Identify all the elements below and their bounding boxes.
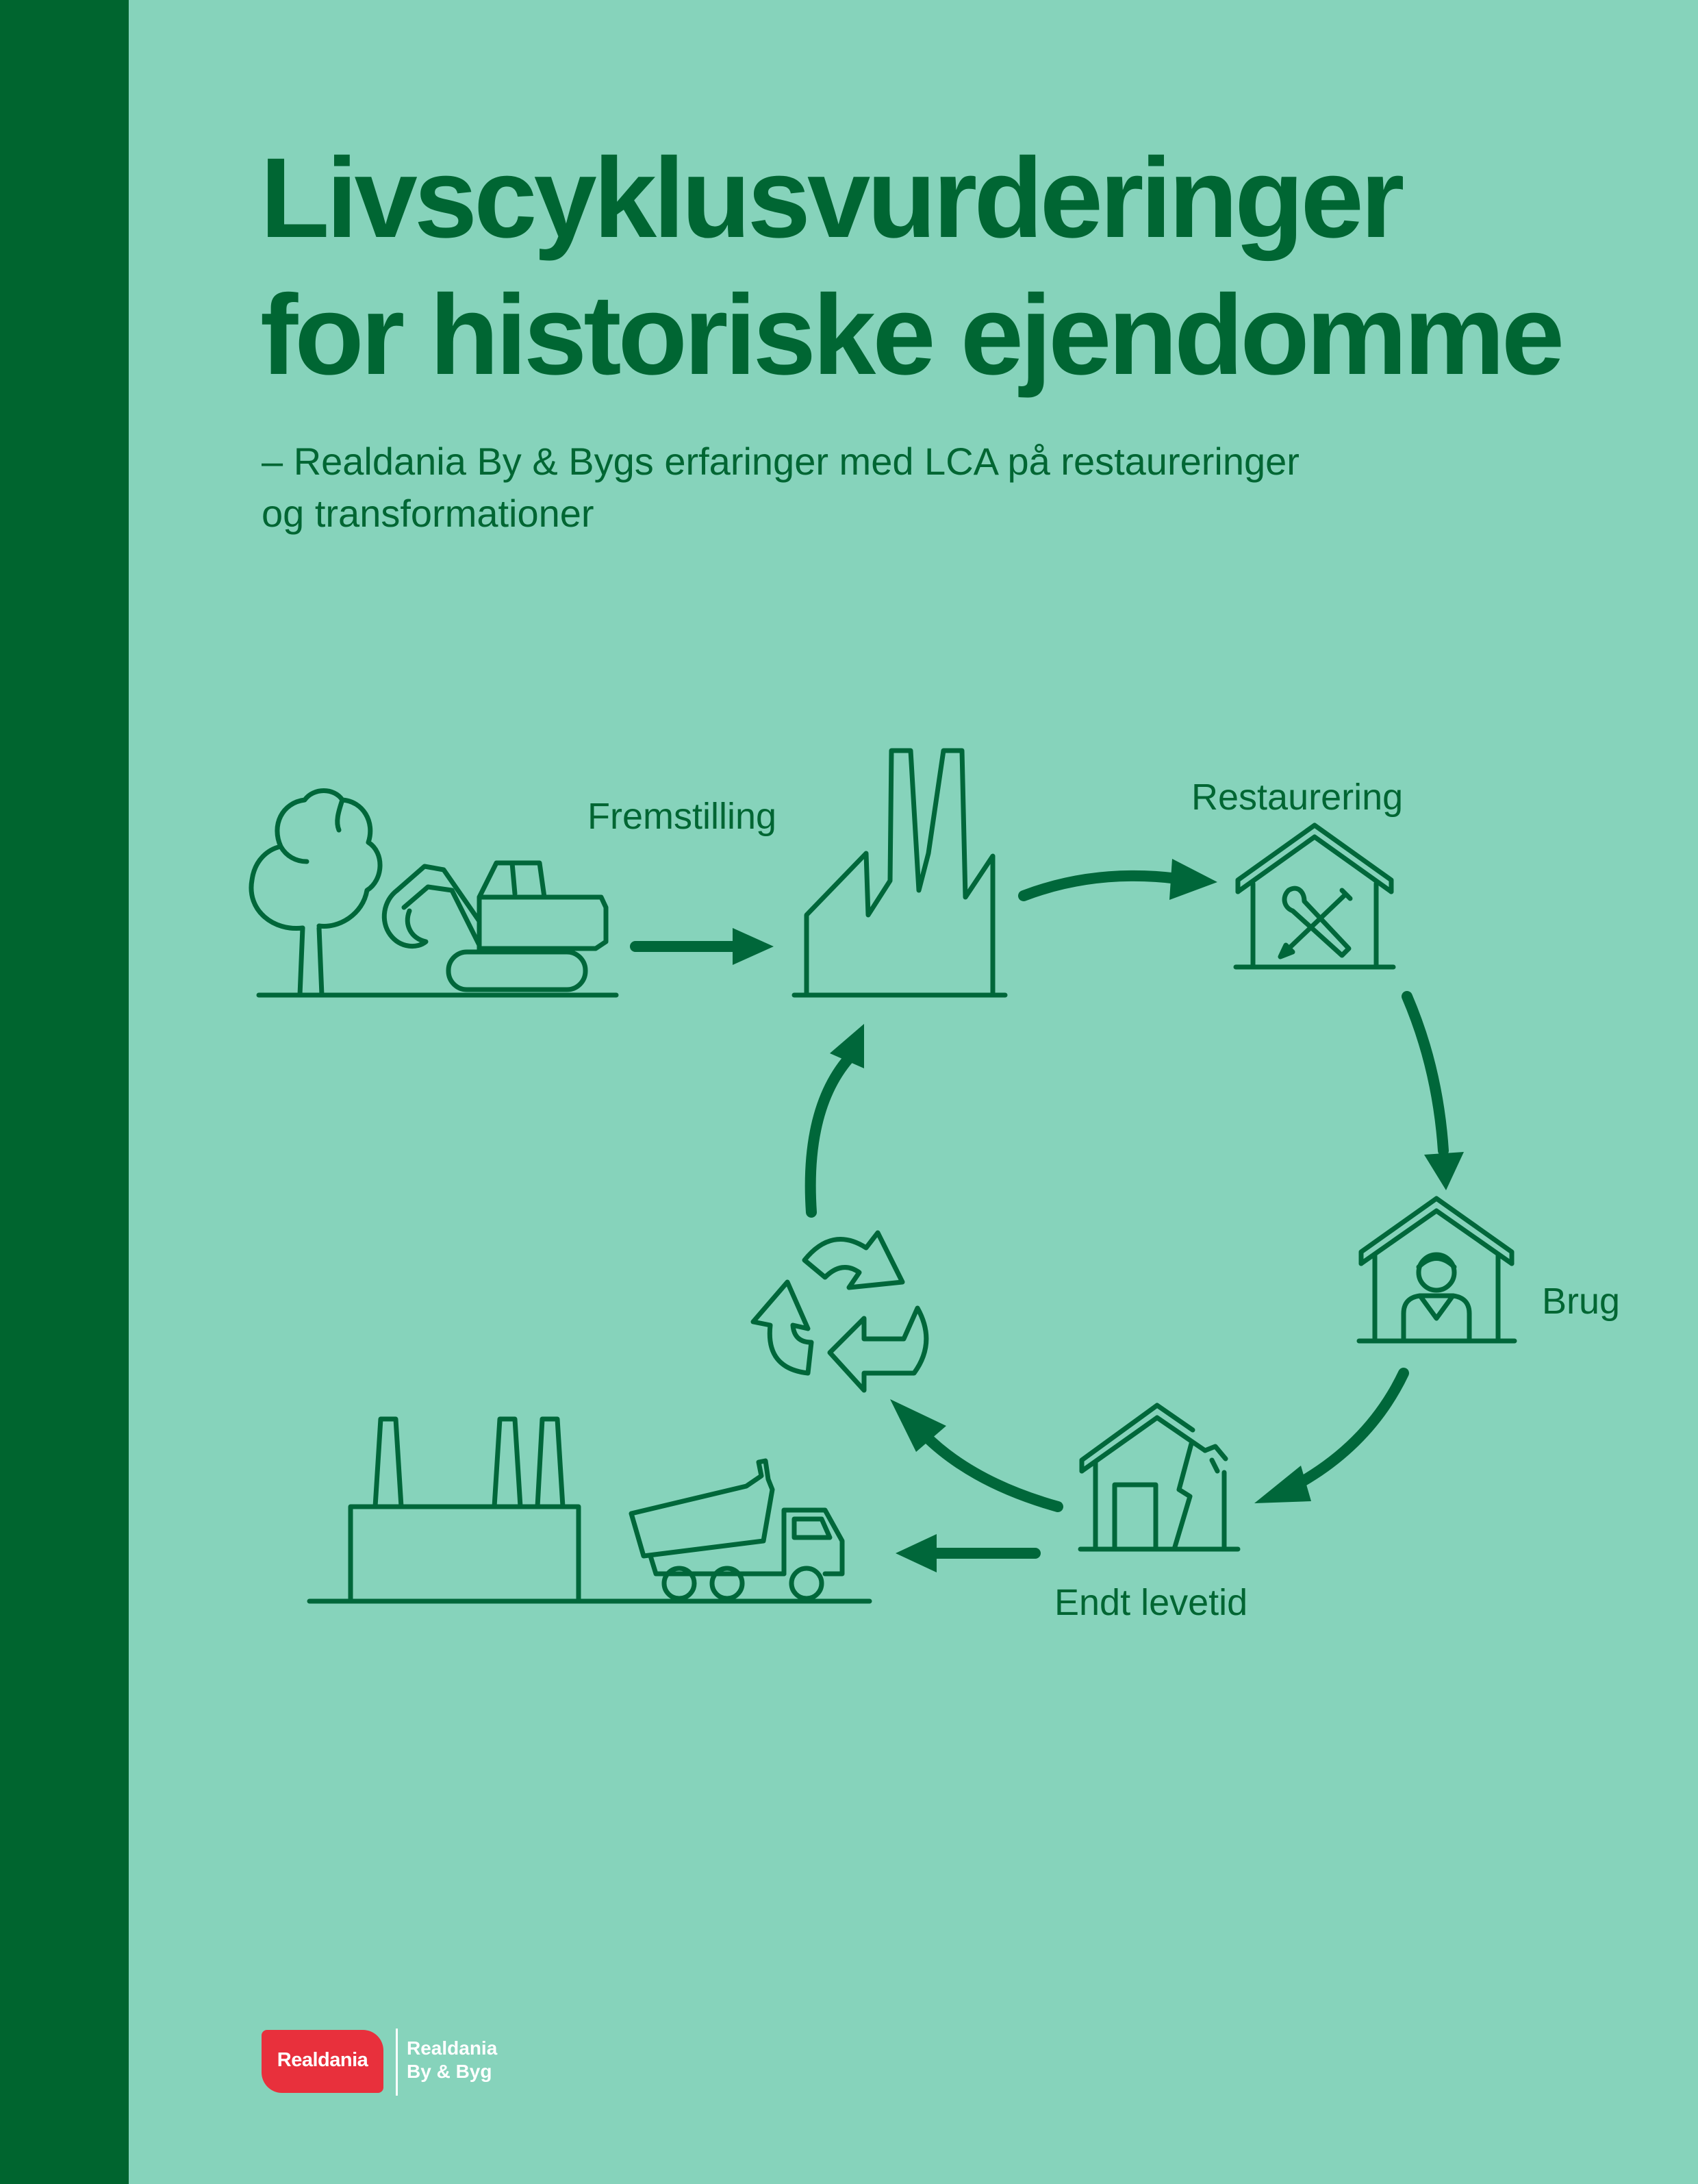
label-production: Fremstilling (587, 796, 777, 837)
arrow-to-restoration-head (1169, 859, 1217, 900)
logo-brand: Realdania (277, 2049, 368, 2071)
raw-materials-icon (251, 791, 616, 996)
restoration-house-icon (1236, 825, 1393, 967)
person-icon (1404, 1255, 1469, 1341)
tree-icon (251, 791, 380, 996)
logo-divider (396, 2029, 398, 2096)
title-line-1: Livscyklusvurderinger (260, 135, 1402, 262)
arrow-to-restoration (1024, 876, 1178, 896)
end-of-life-house-icon (1080, 1405, 1238, 1549)
label-end-of-life: Endt levetid (1054, 1582, 1248, 1623)
realdania-logo (262, 2027, 529, 2103)
arrow-to-recycling (924, 1435, 1058, 1507)
arrow-to-factory-head (733, 928, 774, 965)
arrow-to-use (1407, 996, 1443, 1151)
arrow-to-end-of-life (1294, 1373, 1404, 1486)
recycling-icon (753, 1233, 926, 1390)
arrow-to-disposal-head (896, 1534, 937, 1572)
logo-unit-line-2: By & Byg (407, 2061, 492, 2082)
factory-icon (794, 751, 1005, 995)
logo-unit-line-1: Realdania (407, 2037, 498, 2059)
label-use: Brug (1542, 1281, 1621, 1322)
tools-icon (1280, 888, 1350, 957)
excavator-icon (384, 863, 606, 990)
logo-flag (262, 2030, 383, 2093)
use-house-icon (1359, 1198, 1515, 1341)
subtitle-line-2: og transformationer (262, 492, 594, 535)
logo-unit-text (407, 2037, 497, 2083)
arrow-recycling-to-factory (811, 1058, 849, 1212)
dump-truck-icon (631, 1461, 842, 1598)
subtitle-line-1: – Realdania By & Bygs erfaringer med LCA på restaureringer (262, 440, 1300, 483)
label-restoration: Restaurering (1191, 777, 1404, 818)
title-line-2: for historiske ejendomme (260, 272, 1562, 399)
arrow-to-use-head (1424, 1152, 1464, 1190)
arrow-to-end-of-life-head (1254, 1466, 1311, 1503)
